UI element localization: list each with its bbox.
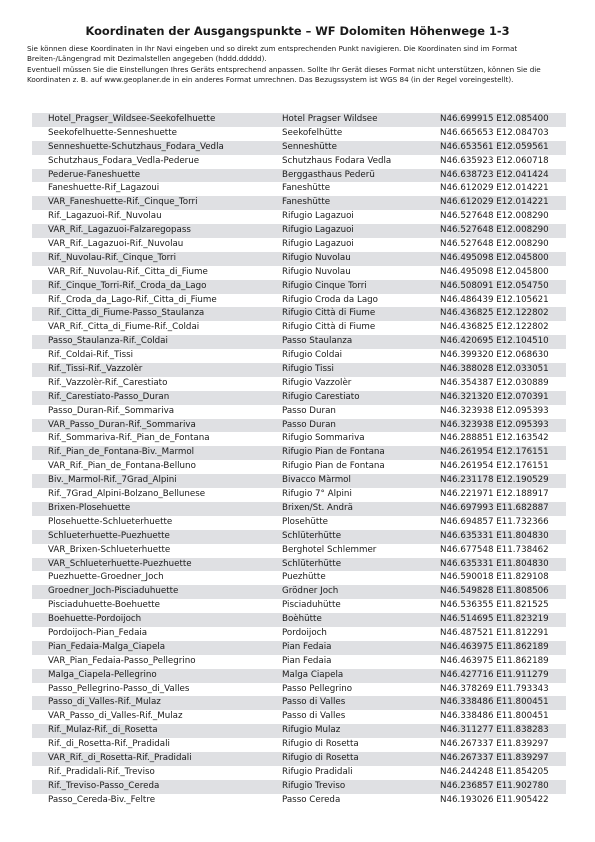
start-point-name: Rifugio Pian de Fontana [282,447,385,458]
route-name: Seekofelhuette-Senneshuette [48,127,177,138]
start-point-name: Passo Cereda [282,794,341,805]
table-row [32,127,566,141]
start-point-name: Rifugio Pradidali [282,766,353,777]
coordinates: N46.549828 E11.808506 [440,586,549,597]
route-name: Rif._Tissi-Rif._Vazzolèr [48,364,143,375]
coordinates: N46.420695 E12.104510 [440,336,549,347]
start-point-name: Hotel Pragser Wildsee [282,114,378,124]
start-point-name: Faneshütte [282,197,331,208]
coordinates: N46.321320 E12.070391 [440,391,549,402]
start-point-name: Schutzhaus Fodara Vedla [282,155,392,166]
table-row [32,169,566,183]
coordinates: N46.536355 E11.821525 [440,600,549,611]
start-point-name: Berggasthaus Pederü [282,169,375,180]
coordinates: N46.323938 E12.095393 [440,419,549,430]
coordinates: N46.388028 E12.033051 [440,364,549,375]
coordinates: N46.221971 E12.188917 [440,489,549,500]
route-name: Groedner_Joch-Pisciaduhuette [48,586,179,597]
start-point-name: Passo Duran [282,419,336,430]
route-name: Boehuette-Pordoijoch [48,614,142,625]
start-point-name: Rifugio Croda da Lago [282,294,378,305]
intro-paragraph-1: Sie können diese Koordinaten in Ihr Navi eingeben und so direkt zum entsprechenden Punkt navigieren. Die Koordinaten sind im Format Breiten-/Längengrad mit Dezimalstellen angegeben (hddd.ddddd). [27,44,518,64]
route-name: VAR_Rif._Lagazuoi-Rif._Nuvolau [48,239,184,250]
route-name: Plosehuette-Schlueterhuette [48,516,173,527]
coordinates: N46.261954 E12.176151 [440,447,549,458]
start-point-name: Brixen/St. Andrä [282,502,353,513]
coordinates: N46.590018 E11.829108 [440,572,549,583]
coordinates: N46.495098 E12.045800 [440,252,549,263]
route-name: Rif._Sommariva-Rif._Pian_de_Fontana [48,433,210,444]
coordinates: N46.677548 E11.738462 [440,544,549,555]
route-name: Pederue-Faneshuette [48,169,141,180]
table-row [32,405,566,419]
table-row [32,307,566,321]
route-name: VAR_Brixen-Schlueterhuette [48,544,171,555]
route-name: Rif._di_Rosetta-Rif._Pradidali [48,739,170,750]
table-row [32,196,566,210]
route-name: Puezhuette-Groedner_Joch [48,572,164,583]
table-row [32,377,566,391]
route-name: Passo_Staulanza-Rif._Coldai [48,336,168,347]
route-name: Hotel_Pragser_Wildsee-Seekofelhuette [48,114,216,124]
table-row [32,335,566,349]
coordinates: N46.436825 E12.122802 [440,308,549,319]
start-point-name: Passo di Valles [282,711,346,722]
table-row [32,294,566,308]
route-name: Pordoijoch-Pian_Fedaia [48,627,148,638]
route-name: Passo_Pellegrino-Passo_di_Valles [48,683,190,694]
route-name: VAR_Rif._Pian_de_Fontana-Belluno [48,461,196,472]
coordinates: N46.665653 E12.084703 [440,127,549,138]
table-row [32,794,566,808]
coordinates: N46.267337 E11.839297 [440,739,549,750]
table-row [32,155,566,169]
coordinates: N46.323938 E12.095393 [440,405,549,416]
coordinates: N46.638723 E12.041424 [440,169,549,180]
route-name: Rif._Mulaz-Rif._di_Rosetta [48,725,158,736]
table-row [32,710,566,724]
page-title: Koordinaten der Ausgangspunkte – WF Dolomiten Höhenwege 1-3 [85,24,510,38]
table-row [32,502,566,516]
route-name: VAR_Passo_Duran-Rif._Sommariva [48,419,196,430]
start-point-name: Pian Fedaia [282,641,332,652]
route-name: VAR_Rif._Nuvolau-Rif._Citta_di_Fiume [48,266,208,277]
start-point-name: Passo Pellegrino [282,683,353,694]
coordinates: N46.378269 E11.793343 [440,683,549,694]
start-point-name: Schlüterhütte [282,530,342,541]
route-name: Rif._Coldai-Rif._Tissi [48,350,134,361]
table-row [32,238,566,252]
table-row [32,321,566,335]
table-row [32,655,566,669]
table-row [32,613,566,627]
start-point-name: Puezhütte [282,572,326,583]
coordinates-table [32,113,566,808]
coordinates: N46.463975 E11.862189 [440,641,549,652]
route-name: Passo_di_Valles-Rif._Mulaz [48,697,161,708]
start-point-name: Rifugio Città di Fiume [282,322,376,333]
start-point-name: Rifugio Vazzolèr [282,377,352,388]
table-row [32,488,566,502]
table-row [32,182,566,196]
table-row [32,530,566,544]
table-row [32,210,566,224]
table-row [32,599,566,613]
table-row [32,558,566,572]
route-name: Schlueterhuette-Puezhuette [48,530,170,541]
start-point-name: Rifugio Lagazuoi [282,211,354,222]
coordinates: N46.311277 E11.838283 [440,725,549,736]
route-name: Passo_Duran-Rif._Sommariva [48,405,175,416]
route-name: Schutzhaus_Fodara_Vedla-Pederue [48,155,200,166]
route-name: Brixen-Plosehuette [48,502,131,513]
table-row [32,460,566,474]
route-name: VAR_Passo_di_Valles-Rif._Mulaz [48,711,183,722]
table-row [32,780,566,794]
route-name: VAR_Faneshuette-Rif._Cinque_Torri [48,197,198,208]
start-point-name: Rifugio di Rosetta [282,739,359,750]
coordinates: N46.427716 E11.911279 [440,669,549,680]
start-point-name: Rifugio di Rosetta [282,752,359,763]
coordinates: N46.694857 E11.732366 [440,516,549,527]
coordinates: N46.527648 E12.008290 [440,239,549,250]
route-name: Rif._Croda_da_Lago-Rif._Citta_di_Fiume [48,294,217,305]
start-point-name: Passo Staulanza [282,336,353,347]
table-row [32,224,566,238]
route-name: Rif._Citta_di_Fiume-Passo_Staulanza [48,308,205,319]
route-name: Rif._Carestiato-Passo_Duran [48,391,170,402]
route-name: Rif._Treviso-Passo_Cereda [48,780,160,791]
table-row [32,627,566,641]
route-name: Senneshuette-Schutzhaus_Fodara_Vedla [48,141,224,152]
coordinates: N46.338486 E11.800451 [440,711,549,722]
coordinates: N46.527648 E12.008290 [440,225,549,236]
coordinates: N46.486439 E12.105621 [440,294,549,305]
coordinates: N46.699915 E12.085400 [440,114,549,124]
table-row [32,669,566,683]
start-point-name: Boèhütte [282,614,322,625]
route-name: Passo_Cereda-Biv._Feltre [48,794,156,805]
coordinates: N46.399320 E12.068630 [440,350,549,361]
table-row [32,432,566,446]
route-name: VAR_Pian_Fedaia-Passo_Pellegrino [48,655,196,666]
table-row [32,474,566,488]
table-row [32,280,566,294]
start-point-name: Rifugio Mulaz [282,725,341,736]
table-row [32,419,566,433]
route-name: VAR_Rif._di_Rosetta-Rif._Pradidali [48,752,192,763]
coordinates: N46.354387 E12.030889 [440,377,549,388]
table-row [32,141,566,155]
route-name: Rif._Pradidali-Rif._Treviso [48,766,155,777]
route-name: Pisciaduhuette-Boehuette [48,600,160,611]
intro-text [27,44,569,86]
start-point-name: Pian Fedaia [282,655,332,666]
coordinates: N46.527648 E12.008290 [440,211,549,222]
route-name: Rif._7Grad_Alpini-Bolzano_Bellunese [48,489,206,500]
route-name: Faneshuette-Rif_Lagazoui [48,183,160,194]
start-point-name: Senneshütte [282,141,337,152]
coordinates: N46.231178 E12.190529 [440,475,549,486]
start-point-name: Rifugio Lagazuoi [282,239,354,250]
route-name: Pian_Fedaia-Malga_Ciapela [48,641,166,652]
table-row [32,516,566,530]
start-point-name: Seekofelhütte [282,127,343,138]
table-row [32,266,566,280]
route-name: VAR_Schlueterhuette-Puezhuette [48,558,192,569]
start-point-name: Schlüterhütte [282,558,342,569]
start-point-name: Rifugio Tissi [282,364,334,375]
table-row [32,766,566,780]
start-point-name: Passo di Valles [282,697,346,708]
start-point-name: Rifugio Treviso [282,780,346,791]
start-point-name: Rifugio Pian de Fontana [282,461,385,472]
start-point-name: Grödner Joch [282,586,339,597]
start-point-name: Rifugio Carestiato [282,391,360,402]
coordinates: N46.495098 E12.045800 [440,266,549,277]
table-row [32,738,566,752]
start-point-name: Berghotel Schlemmer [282,544,377,555]
start-point-name: Bivacco Màrmol [282,475,351,486]
table-row [32,544,566,558]
route-name: Rif._Pian_de_Fontana-Biv._Marmol [48,447,195,458]
route-name: Malga_Ciapela-Pellegrino [48,669,157,680]
start-point-name: Rifugio 7° Alpini [282,489,352,500]
coordinates: N46.635331 E11.804830 [440,530,549,541]
start-point-name: Rifugio Sommariva [282,433,365,444]
table-row [32,752,566,766]
table-row [32,446,566,460]
start-point-name: Plosehütte [282,516,329,527]
coordinates: N46.612029 E12.014221 [440,183,549,194]
table-row [32,683,566,697]
start-point-name: Pisciaduhütte [282,600,341,611]
table-row [32,363,566,377]
coordinates: N46.508091 E12.054750 [440,280,549,291]
coordinates: N46.514695 E11.823219 [440,614,549,625]
intro-paragraph-2: Eventuell müssen Sie die Einstellungen Ihres Geräts entsprechend anpassen. Sollte Ihr Gerät dieses Format nicht unterstützen, können Sie die Koordinaten z. B. auf www.geoplaner.de in ein anderes Format umrechnen. Das Bezugssystem ist WGS 84 (in der Regel voreingestellt). [27,64,541,85]
coordinates: N46.653561 E12.059561 [440,141,549,152]
coordinates: N46.697993 E11.682887 [440,502,549,513]
table-row [32,113,566,127]
coordinates: N46.612029 E12.014221 [440,197,549,208]
route-name: Rif._Lagazuoi-Rif._Nuvolau [48,211,162,222]
table-row [32,571,566,585]
start-point-name: Passo Duran [282,405,336,416]
start-point-name: Pordoijoch [282,627,327,638]
coordinates: N46.487521 E11.812291 [440,627,549,638]
route-name: Rif._Vazzolèr-Rif._Carestiato [48,377,168,388]
coordinates: N46.436825 E12.122802 [440,322,549,333]
table-row [32,391,566,405]
start-point-name: Rifugio Lagazuoi [282,225,354,236]
coordinates: N46.261954 E12.176151 [440,461,549,472]
route-name: Biv._Marmol-Rif._7Grad_Alpini [48,475,177,486]
coordinates: N46.635923 E12.060718 [440,155,549,166]
start-point-name: Rifugio Nuvolau [282,252,351,263]
table-row [32,252,566,266]
start-point-name: Faneshütte [282,183,331,194]
route-name: VAR_Rif._Lagazuoi-Falzaregopass [48,225,191,236]
table-row [32,696,566,710]
coordinates: N46.463975 E11.862189 [440,655,549,666]
route-name: VAR_Rif._Citta_di_Fiume-Rif._Coldai [48,322,200,333]
start-point-name: Rifugio Cinque Torri [282,280,367,291]
coordinates: N46.236857 E11.902780 [440,780,549,791]
coordinates: N46.635331 E11.804830 [440,558,549,569]
table-row [32,641,566,655]
start-point-name: Rifugio Coldai [282,350,343,361]
start-point-name: Malga Ciapela [282,669,344,680]
table-row [32,585,566,599]
coordinates: N46.338486 E11.800451 [440,697,549,708]
coordinates: N46.267337 E11.839297 [440,752,549,763]
coordinates: N46.193026 E11.905422 [440,794,549,805]
start-point-name: Rifugio Città di Fiume [282,308,376,319]
coordinates: N46.288851 E12.163542 [440,433,549,444]
route-name: Rif._Cinque_Torri-Rif._Croda_da_Lago [48,280,207,291]
table-row [32,724,566,738]
table-row [32,349,566,363]
coordinates: N46.244248 E11.854205 [440,766,549,777]
start-point-name: Rifugio Nuvolau [282,266,351,277]
route-name: Rif._Nuvolau-Rif._Cinque_Torri [48,252,177,263]
